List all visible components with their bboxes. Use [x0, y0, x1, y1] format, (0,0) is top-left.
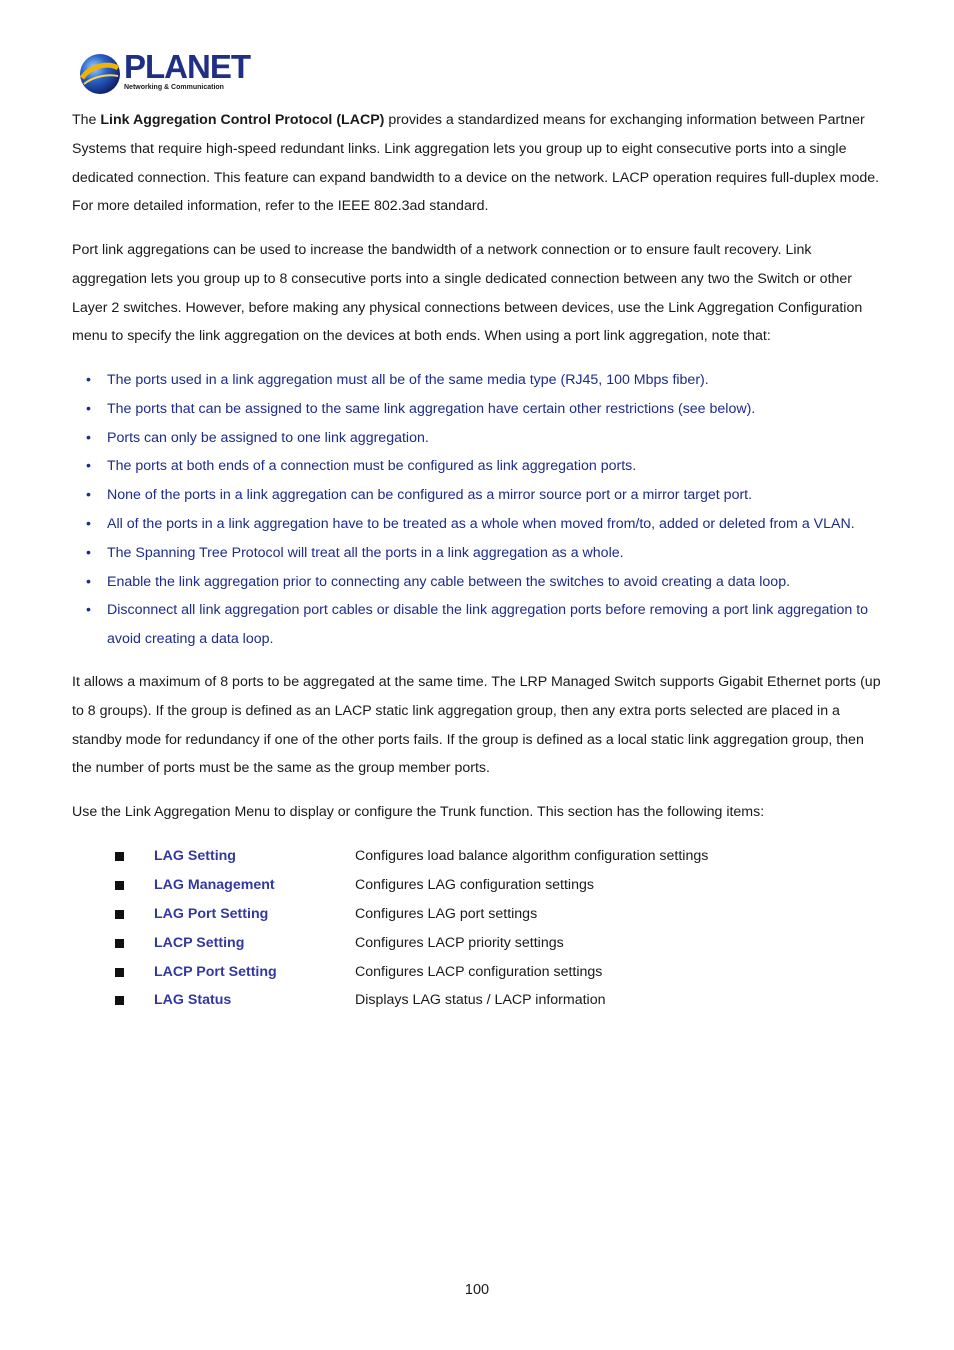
menu-item-lag-management — [112, 871, 872, 900]
menu-item-link[interactable]: LACP Port Setting — [154, 963, 277, 980]
intro-bold-term: Link Aggregation Control Protocol (LACP) — [100, 112, 385, 128]
menu-item-link[interactable]: LACP Setting — [154, 934, 245, 951]
menu-item-desc: Configures load balance algorithm configuration settings — [355, 848, 709, 864]
list-item: • The ports used in a link aggregation must all be of the same media type (RJ45, 100 Mbps fiber). — [72, 366, 884, 395]
menu-item-lacp-port-setting — [112, 958, 872, 987]
menu-item-desc: Configures LACP configuration settings — [355, 963, 603, 980]
list-item: • None of the ports in a link aggregation can be configured as a mirror source port or a mirror target port. — [72, 481, 884, 510]
menu-intro-paragraph: Use the Link Aggregation Menu to display or configure the Trunk function. This section has the following items: — [72, 804, 765, 820]
list-item: • Ports can only be assigned to one link aggregation. — [72, 424, 884, 453]
menu-item-link[interactable]: LAG Port Setting — [154, 905, 269, 922]
square-bullet-icon — [115, 852, 124, 861]
menu-item-desc: Displays LAG status / LACP information — [355, 992, 606, 1009]
square-bullet-icon — [115, 968, 124, 977]
menu-item-link[interactable]: LAG Management — [154, 876, 275, 893]
menu-item-link[interactable]: LAG Setting — [154, 848, 236, 864]
logo-tagline: Networking & Communication — [124, 84, 224, 91]
list-item: • The ports that can be assigned to the same link aggregation have certain other restrictions (see below). — [72, 395, 884, 424]
list-item: • Enable the link aggregation prior to connecting any cable between the switches to avoid creating a data loop. — [72, 568, 884, 597]
list-item: • All of the ports in a link aggregation have to be treated as a whole when moved from/to, added or deleted from a VLAN. — [72, 510, 884, 539]
square-bullet-icon — [115, 881, 124, 890]
menu-item-lag-status — [112, 986, 872, 1015]
menu-item-desc: Configures LAG configuration settings — [355, 876, 594, 893]
intro-rest: provides a standardized means for exchanging information between Partner Systems that require high-speed redundant links. Link aggregation lets you group up to eight consecutive ports into a single dedicated connection. This feature can expand bandwidth to a device on the network. LACP operation requires full-duplex mode. For more detailed information, refer to the IEEE 802.3ad standard. — [72, 112, 880, 215]
menu-item-link[interactable]: LAG Status — [154, 992, 232, 1009]
menu-item-lacp-setting — [112, 929, 872, 958]
menu-item-desc: Configures LACP priority settings — [355, 934, 564, 951]
menu-items-list — [112, 842, 872, 1015]
list-item: • The Spanning Tree Protocol will treat all the ports in a link aggregation as a whole. — [72, 539, 884, 568]
planet-logo — [78, 50, 248, 98]
globe-icon — [78, 52, 122, 96]
restrictions-list — [72, 366, 884, 654]
menu-item-lag-setting — [112, 842, 872, 871]
square-bullet-icon — [115, 996, 124, 1005]
list-item: • The ports at both ends of a connection must be configured as link aggregation ports. — [72, 452, 884, 481]
page-number: 100 — [464, 1282, 490, 1298]
menu-item-desc: Configures LAG port settings — [355, 905, 538, 922]
intro-prefix: The — [72, 112, 101, 128]
aggregation-paragraph: Port link aggregations can be used to increase the bandwidth of a network connection or to ensure fault recovery. Link aggregation lets you group up to 8 consecutive ports into a single dedicated connection between any two the Switch or other Layer 2 switches. However, before making any physical connections between devices, use the Link Aggregation Configuration menu to specify the link aggregation on the devices at both ends. When using a port link aggregation, note that: — [72, 242, 863, 345]
logo-wordmark: PLANET — [124, 48, 250, 85]
maximum-ports-paragraph: It allows a maximum of 8 ports to be aggregated at the same time. The LRP Managed Switch supports Gigabit Ethernet ports (up to 8 groups). If the group is defined as an LACP static link aggregation group, then any extra ports selected are placed in a standby mode for redundancy if one of the other ports fails. If the group is defined as a local static link aggregation group, then the number of ports must be the same as the group member ports. — [72, 674, 881, 777]
list-item: • Disconnect all link aggregation port cables or disable the link aggregation ports before removing a port link aggregation to avoid creating a data loop. — [72, 596, 884, 654]
menu-item-lag-port-setting — [112, 900, 872, 929]
intro-paragraph — [72, 106, 884, 221]
square-bullet-icon — [115, 939, 124, 948]
square-bullet-icon — [115, 910, 124, 919]
